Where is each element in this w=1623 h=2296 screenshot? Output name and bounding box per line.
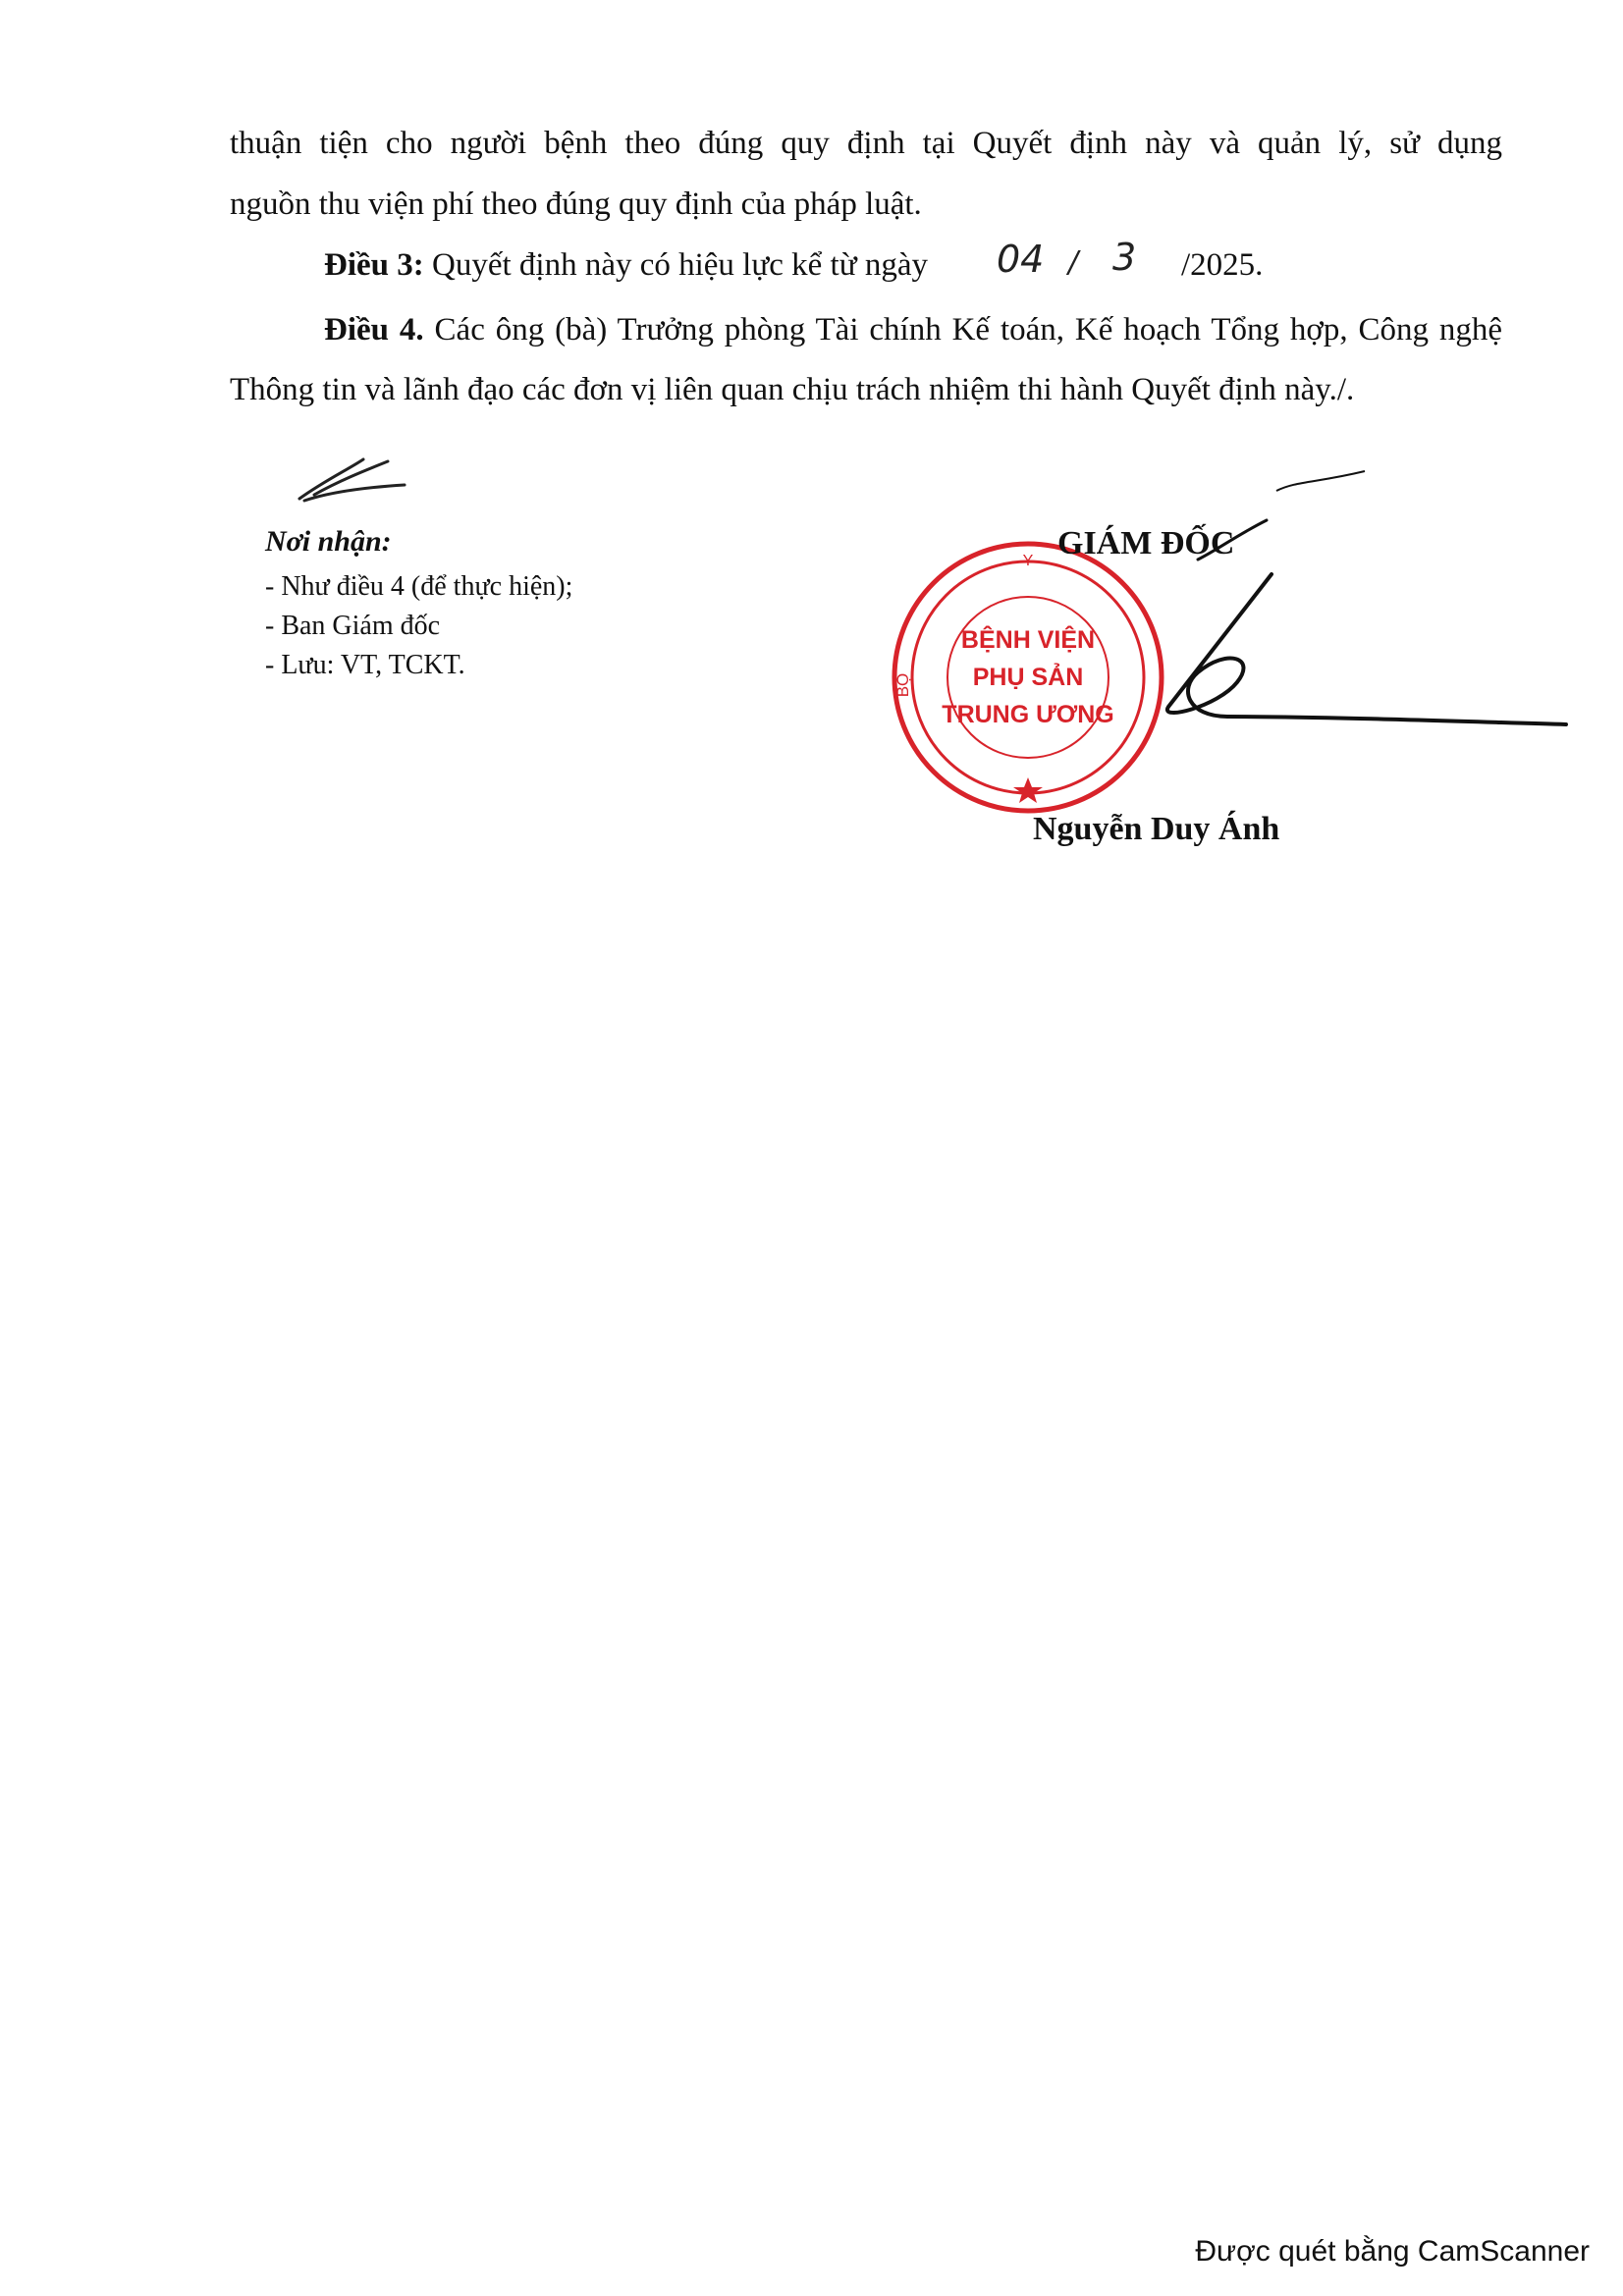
seal-top-text: Y [1022, 553, 1034, 569]
seal-star-icon [1013, 777, 1043, 803]
article-4-text: Các ông (bà) Trưởng phòng Tài chính Kế toán, Kế hoạch Tổng hợp, Công nghệ Thông tin và lãnh đạo các đơn vị liên quan chịu trách nhiệm thi hành Quyết định này./. [230, 312, 1503, 407]
initials-signature [295, 452, 412, 510]
article-3-text: Quyết định này có hiệu lực kể từ ngày [432, 247, 928, 283]
recipient-item: - Lưu: VT, TCKT. [265, 650, 465, 680]
recipients-block [265, 522, 572, 685]
recipient-item: - Ban Giám đốc [265, 611, 441, 641]
handwritten-month: 3 [1112, 236, 1137, 279]
date-year: /2025. [1181, 247, 1264, 283]
article-4 [230, 300, 1502, 420]
paragraph-line: nguồn thu viện phí theo đúng quy định của pháp luật. [230, 187, 922, 222]
seal-line-1: BỆNH VIỆN [960, 626, 1096, 654]
article-3 [324, 247, 928, 284]
article-4-label: Điều 4. [324, 312, 424, 347]
scanner-watermark: Được quét bằng CamScanner [1195, 2235, 1590, 2268]
handwritten-date-separator: / [1068, 245, 1079, 280]
recipient-item: - Như điều 4 (để thực hiện); [265, 571, 573, 602]
signatory-title: GIÁM ĐỐC [1057, 525, 1235, 561]
paragraph-line: thuận tiện cho người bệnh theo đúng quy định tại Quyết định này và quản lý, sử dụng [230, 126, 1502, 161]
seal-line-2: PHỤ SẢN [972, 664, 1084, 691]
signatory-name: Nguyễn Duy Ánh [1033, 811, 1280, 847]
article-3-label: Điều 3: [324, 247, 424, 283]
handwritten-day: 04 [997, 238, 1045, 281]
seal-left-text: BỘ [893, 672, 912, 698]
seal-line-3: TRUNG ƯƠNG [942, 701, 1114, 728]
director-signature [1070, 481, 1581, 766]
recipients-heading: Nơi nhận: [265, 525, 392, 558]
